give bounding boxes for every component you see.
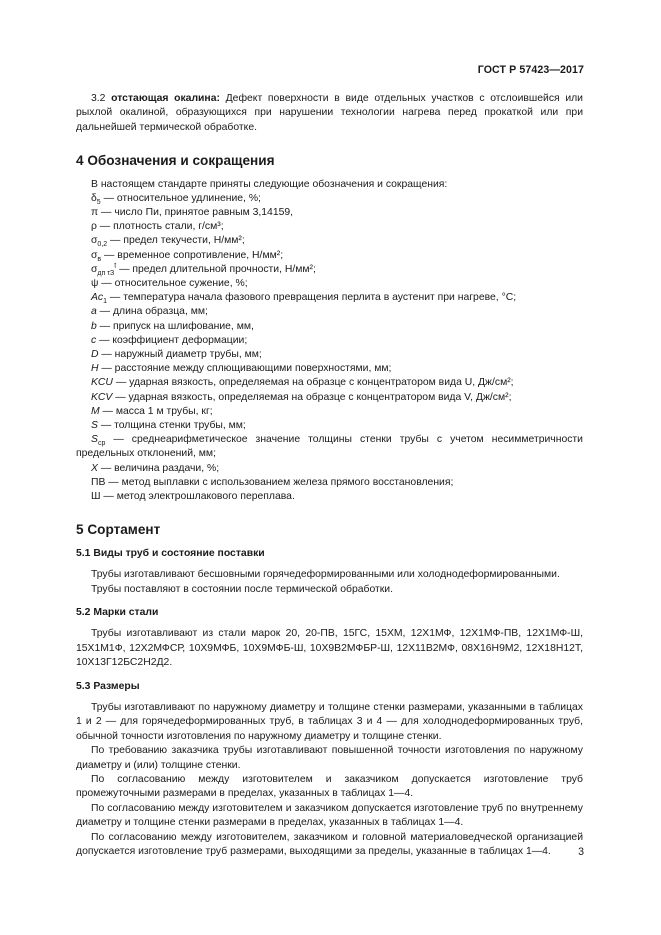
symbol-subscript: 5 <box>96 198 101 206</box>
clause-3-2 <box>76 92 583 135</box>
definition-item <box>76 433 583 461</box>
subsection-5-3-title: 5.3 Размеры <box>76 680 140 692</box>
definition-item <box>76 234 583 248</box>
definition-symbol: a <box>91 306 97 318</box>
definition-text: — температура начала фазового превращения перлита в аустенит при нагреве, °С; <box>107 292 517 304</box>
definition-text: — метод выплавки с использованием железа прямого восстановления; <box>105 476 454 488</box>
definition-item <box>76 490 583 504</box>
subsection-5-2-title: 5.2 Марки стали <box>76 606 159 618</box>
definition-item <box>76 263 583 277</box>
definition-item <box>76 249 583 263</box>
definition-symbol: H <box>91 363 99 375</box>
definition-item <box>76 277 583 291</box>
definition-text: — число Пи, принятое равным 3,14159, <box>98 207 294 219</box>
symbol-subscript: в <box>97 255 102 263</box>
definition-symbol: π <box>91 207 99 219</box>
definition-symbol: S <box>91 420 98 432</box>
definition-item <box>76 391 583 405</box>
definition-text: — предел длительной прочности, Н/мм²; <box>116 263 316 275</box>
symbol-subscript: 1 <box>103 298 108 306</box>
definition-text: — припуск на шлифование, мм, <box>96 320 254 332</box>
definition-symbol: c <box>91 334 97 346</box>
subsection-5-1-title: 5.1 Виды труб и состояние поставки <box>76 547 265 559</box>
definition-item <box>76 419 583 433</box>
definition-item <box>76 291 583 305</box>
definition-text: — длина образца, мм; <box>96 306 208 318</box>
definition-text: — среднеарифметическое значение толщины стенки трубы с учетом несимметричности предельных отклонений, мм; <box>76 434 583 460</box>
definition-text: — относительное удлинение, %; <box>100 192 261 204</box>
definition-symbol: ψ <box>91 278 99 290</box>
definition-symbol: S <box>91 434 98 446</box>
definitions-intro: В настоящем стандарте приняты следующие обозначения и сокращения: <box>91 178 448 190</box>
section-4-title: 4 Обозначения и сокращения <box>76 153 275 169</box>
definition-item <box>76 220 583 234</box>
definition-symbol: X <box>91 462 98 474</box>
definition-item <box>76 206 583 220</box>
definition-item <box>76 334 583 348</box>
page-number: 3 <box>578 846 584 858</box>
section-5-title: 5 Сортамент <box>76 522 161 538</box>
definition-item <box>76 362 583 376</box>
paragraph: По согласованию между изготовителем и заказчиком допускается изготовление труб промежуточными размерами в пределах, указанных в таблицах 1—4. <box>76 773 583 800</box>
definition-text: — ударная вязкость, определяемая на образце с концентратором вида V, Дж/см²; <box>112 391 512 403</box>
symbol-subscript: ср <box>97 440 106 448</box>
definition-symbol: Ac <box>91 292 104 304</box>
definition-item <box>76 320 583 334</box>
definition-item <box>76 476 583 490</box>
definition-text: — коэффициент деформации; <box>96 334 248 346</box>
definition-symbol: σ <box>91 263 98 275</box>
definition-text: — ударная вязкость, определяемая на образце с концентратором вида U, Дж/см²; <box>112 377 514 389</box>
paragraph: Трубы изготавливают бесшовными горячедеформированными или холоднодеформированными. <box>91 569 560 581</box>
document-code-header: ГОСТ Р 57423—2017 <box>477 64 584 76</box>
clause-number: 3.2 <box>91 93 106 104</box>
definition-symbol: δ <box>91 192 97 204</box>
definition-symbol: σ <box>91 249 98 261</box>
paragraph: По требованию заказчика трубы изготавливают повышенной точности изготовления по наружному диаметру и (или) толщине стенки. <box>76 745 583 771</box>
definition-text: — метод электрошлакового переплава. <box>100 491 295 503</box>
definition-text: — относительное сужение, %; <box>98 278 248 290</box>
definition-text: — наружный диаметр трубы, мм; <box>98 349 262 361</box>
definition-symbol: KCV <box>91 391 113 403</box>
definition-text: — плотность стали, г/см³; <box>96 221 224 233</box>
definition-symbol: D <box>91 349 99 361</box>
definition-text: — предел текучести, Н/мм²; <box>107 235 245 247</box>
definitions-items <box>76 192 583 504</box>
paragraph: По согласованию между изготовителем, заказчиком и головной материаловедческой организацией допускается изготовление труб размерами, выходящими за пределы, указанные в таблицах 1—4. <box>76 831 583 858</box>
clause-term: отстающая окалина: <box>111 93 220 104</box>
paragraph: Трубы поставляют в состоянии после термической обработки. <box>91 583 394 595</box>
paragraph: По согласованию между изготовителем и заказчиком допускается изготовление труб по внутреннему диаметру и толщине стенки размерами в пределах, указанных в таблицах 1—4. <box>76 802 583 829</box>
symbol-subscript: 0,2 <box>97 241 108 249</box>
definition-symbol: ρ <box>91 221 97 233</box>
definition-text: — толщина стенки трубы, мм; <box>97 420 246 432</box>
definition-item <box>76 192 583 206</box>
definition-symbol: b <box>91 320 97 332</box>
page-content <box>76 92 583 859</box>
definition-text: — величина раздачи, %; <box>97 462 220 474</box>
definition-item <box>76 305 583 319</box>
clause-text: Дефект поверхности в виде отдельных участков с отслоившейся или рыхлой окалиной, образующихся при нарушении технологии нагрева перед прокаткой или при дальнейшей термической обработке. <box>76 93 583 133</box>
definition-item <box>76 376 583 390</box>
definition-symbol: σ <box>91 235 98 247</box>
symbol-subscript: дп τЗ <box>97 269 115 277</box>
definitions-list <box>76 178 583 505</box>
definition-symbol: KCU <box>91 377 113 389</box>
definition-symbol: ПВ <box>91 476 106 488</box>
paragraph: Трубы изготавливают по наружному диаметру и толщине стенки размерами, указанными в таблицах 1 и 2 — для горячедеформированных труб, в таблицах 3 и 4 — для холоднодеформированных труб, обычной точности изготовления по наружному диаметру и толщине стенки. <box>76 701 583 742</box>
paragraph: Трубы изготавливают из стали марок 20, 20-ПВ, 15ГС, 15ХМ, 12Х1МФ, 12Х1МФ-ПВ, 12Х1МФ-Ш, 15Х1М1Ф, 12Х2МФСР, 10Х9МФБ, 10Х9МФБ-Ш, 10Х9В2МФБР-Ш, 12Х11В2МФ, 08Х16Н9М2, 12Х18Н12Т, 10Х13Г12БС2Н2Д2. <box>76 628 583 669</box>
definition-text: — расстояние между сплющивающими поверхностями, мм; <box>98 363 392 375</box>
definition-symbol: Ш <box>91 491 101 503</box>
definition-text: — временное сопротивление, Н/мм²; <box>101 249 284 261</box>
definition-symbol: M <box>91 405 100 417</box>
definition-item <box>76 462 583 476</box>
symbol-superscript: t <box>114 262 117 270</box>
definition-text: — масса 1 м трубы, кг; <box>99 405 213 417</box>
definition-item <box>76 405 583 419</box>
definition-item <box>76 348 583 362</box>
